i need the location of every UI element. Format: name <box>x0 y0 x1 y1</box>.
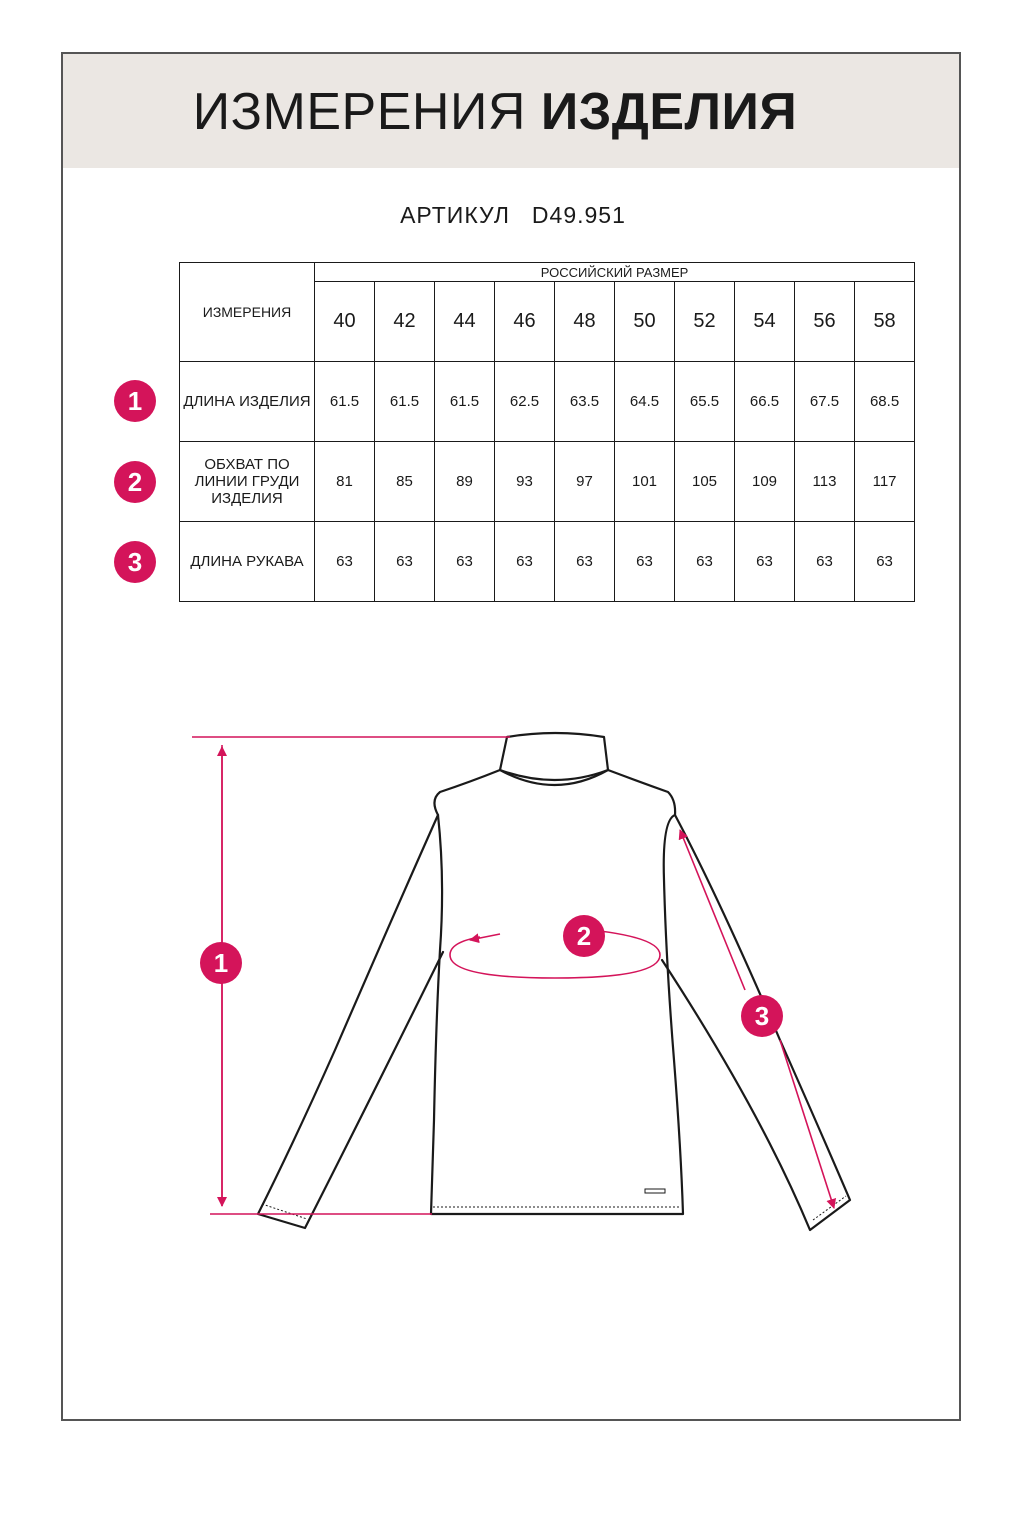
table-cell: 113 <box>795 442 855 522</box>
table-cell: 63 <box>735 522 795 602</box>
size-header: 46 <box>495 282 555 362</box>
table-cell: 97 <box>555 442 615 522</box>
sleeve-arrow-up <box>680 830 745 990</box>
table-cell: 63 <box>675 522 735 602</box>
diagram-marker-1-label: 1 <box>213 948 229 978</box>
table-cell: 117 <box>855 442 915 522</box>
table-cell: 61.5 <box>375 362 435 442</box>
table-cell: 85 <box>375 442 435 522</box>
chest-ellipse <box>450 928 660 978</box>
table-cell: 63 <box>375 522 435 602</box>
chest-arrow <box>470 934 500 940</box>
row-label-length: ДЛИНА ИЗДЕЛИЯ <box>180 362 315 442</box>
row-marker-2: 2 <box>114 461 156 503</box>
table-cell: 63 <box>795 522 855 602</box>
size-header: 58 <box>855 282 915 362</box>
article-code: D49.951 <box>531 202 626 228</box>
size-header: 50 <box>615 282 675 362</box>
table-cell: 81 <box>315 442 375 522</box>
diagram-marker-2-label: 2 <box>576 921 592 951</box>
table-cell: 63 <box>495 522 555 602</box>
table-cell: 63 <box>435 522 495 602</box>
table-cell: 67.5 <box>795 362 855 442</box>
table-cell: 66.5 <box>735 362 795 442</box>
table-cell: 63 <box>855 522 915 602</box>
table-cell: 64.5 <box>615 362 675 442</box>
size-header: 48 <box>555 282 615 362</box>
title-light: ИЗМЕРЕНИЯ <box>192 83 526 141</box>
table-cell: 61.5 <box>315 362 375 442</box>
size-header: 56 <box>795 282 855 362</box>
collar-seam <box>500 770 608 785</box>
table-cell: 63 <box>315 522 375 602</box>
row-label-sleeve: ДЛИНА РУКАВА <box>180 522 315 602</box>
diagram-marker-3-label: 3 <box>754 1001 770 1031</box>
size-header: 52 <box>675 282 735 362</box>
table-cell: 101 <box>615 442 675 522</box>
article-label: АРТИКУЛ <box>400 202 510 228</box>
garment-outline <box>258 733 850 1230</box>
table-cell: 93 <box>495 442 555 522</box>
left-sleeve-outline <box>258 815 443 1228</box>
size-header: 40 <box>315 282 375 362</box>
length-measure <box>192 737 510 1214</box>
table-cell: 63.5 <box>555 362 615 442</box>
label-tab-icon <box>645 1189 665 1193</box>
size-system-header: РОССИЙСКИЙ РАЗМЕР <box>315 263 915 282</box>
table-cell: 89 <box>435 442 495 522</box>
row-label-chest-text: ОБХВАТ ПО ЛИНИИ ГРУДИ ИЗДЕЛИЯ <box>194 456 300 507</box>
table-cell: 109 <box>735 442 795 522</box>
table-cell: 65.5 <box>675 362 735 442</box>
size-header: 42 <box>375 282 435 362</box>
collar-outline <box>500 733 608 780</box>
table-cell: 61.5 <box>435 362 495 442</box>
table-cell: 62.5 <box>495 362 555 442</box>
table-cell: 105 <box>675 442 735 522</box>
chest-measure <box>450 928 660 978</box>
size-header: 44 <box>435 282 495 362</box>
stitch-lines <box>262 1196 846 1220</box>
table-cell: 68.5 <box>855 362 915 442</box>
table-cell: 63 <box>555 522 615 602</box>
table-cell: 63 <box>615 522 675 602</box>
body-outline <box>431 770 683 1214</box>
row-marker-1: 1 <box>114 380 156 422</box>
corner-label: ИЗМЕРЕНИЯ <box>180 263 315 362</box>
size-header: 54 <box>735 282 795 362</box>
row-marker-3: 3 <box>114 541 156 583</box>
title-bold: ИЗДЕЛИЯ <box>540 83 798 141</box>
